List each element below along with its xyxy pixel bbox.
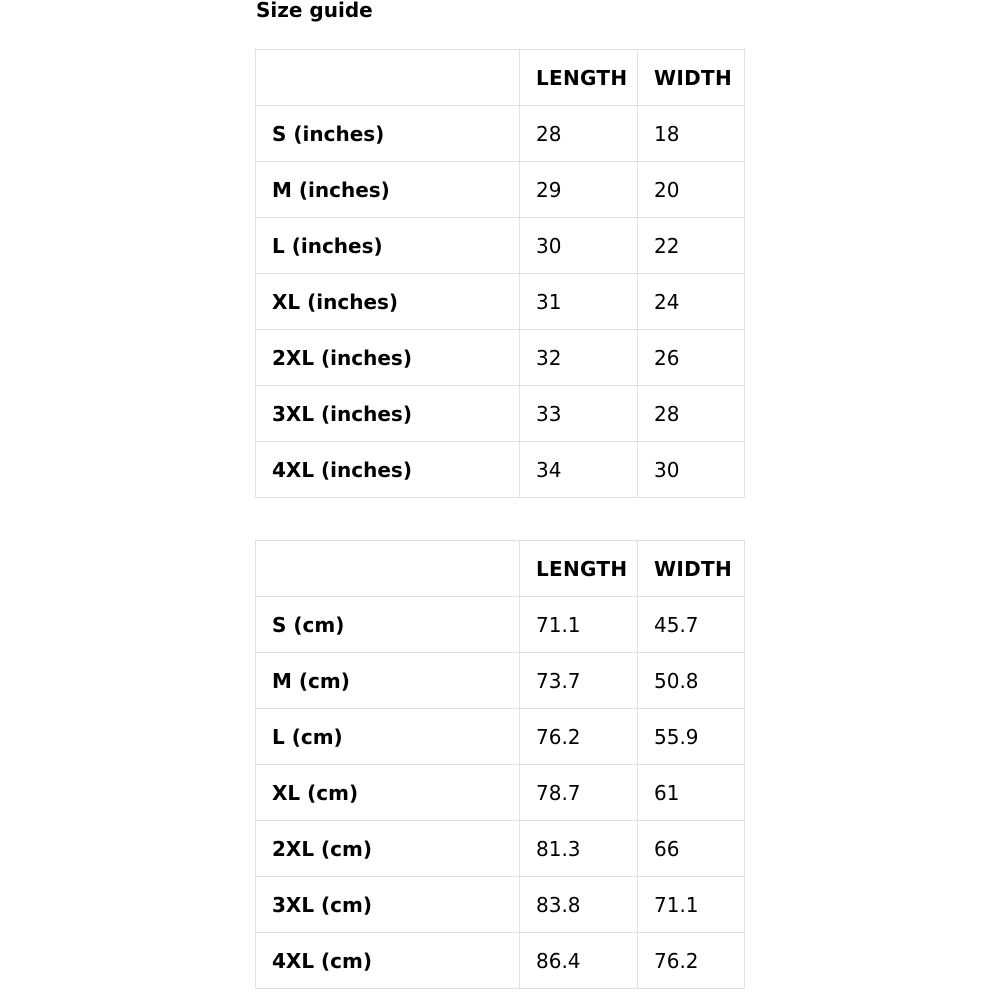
table-row bbox=[256, 386, 745, 442]
header-cell-length: LENGTH bbox=[520, 541, 638, 597]
width-cell: 45.7 bbox=[638, 597, 745, 653]
table-row bbox=[256, 442, 745, 498]
length-cell: 30 bbox=[520, 218, 638, 274]
size-label-cell: M (cm) bbox=[256, 653, 520, 709]
length-cell: 86.4 bbox=[520, 933, 638, 989]
size-label-cell: 4XL (cm) bbox=[256, 933, 520, 989]
length-cell: 78.7 bbox=[520, 765, 638, 821]
table-row bbox=[256, 765, 745, 821]
size-label-cell: XL (inches) bbox=[256, 274, 520, 330]
size-label-cell: S (inches) bbox=[256, 106, 520, 162]
table-row bbox=[256, 933, 745, 989]
header-cell-width: WIDTH bbox=[638, 50, 745, 106]
length-cell: 81.3 bbox=[520, 821, 638, 877]
size-label-cell: S (cm) bbox=[256, 597, 520, 653]
table-header-row bbox=[256, 50, 745, 106]
header-cell-empty bbox=[256, 541, 520, 597]
table-header-row bbox=[256, 541, 745, 597]
size-label-cell: 2XL (cm) bbox=[256, 821, 520, 877]
length-cell: 34 bbox=[520, 442, 638, 498]
length-cell: 83.8 bbox=[520, 877, 638, 933]
table-row bbox=[256, 597, 745, 653]
width-cell: 18 bbox=[638, 106, 745, 162]
length-cell: 76.2 bbox=[520, 709, 638, 765]
table-row bbox=[256, 218, 745, 274]
width-cell: 26 bbox=[638, 330, 745, 386]
length-cell: 33 bbox=[520, 386, 638, 442]
length-cell: 71.1 bbox=[520, 597, 638, 653]
header-cell-width: WIDTH bbox=[638, 541, 745, 597]
header-cell-empty bbox=[256, 50, 520, 106]
width-cell: 61 bbox=[638, 765, 745, 821]
width-cell: 24 bbox=[638, 274, 745, 330]
length-cell: 32 bbox=[520, 330, 638, 386]
size-label-cell: L (inches) bbox=[256, 218, 520, 274]
width-cell: 76.2 bbox=[638, 933, 745, 989]
size-label-cell: 4XL (inches) bbox=[256, 442, 520, 498]
table-row bbox=[256, 162, 745, 218]
table-row bbox=[256, 106, 745, 162]
table-row bbox=[256, 821, 745, 877]
width-cell: 71.1 bbox=[638, 877, 745, 933]
page-title: Size guide bbox=[256, 0, 373, 22]
size-table-cm bbox=[255, 540, 745, 989]
length-cell: 73.7 bbox=[520, 653, 638, 709]
width-cell: 28 bbox=[638, 386, 745, 442]
table-row bbox=[256, 653, 745, 709]
header-cell-length: LENGTH bbox=[520, 50, 638, 106]
length-cell: 29 bbox=[520, 162, 638, 218]
width-cell: 30 bbox=[638, 442, 745, 498]
size-label-cell: M (inches) bbox=[256, 162, 520, 218]
table-row bbox=[256, 709, 745, 765]
length-cell: 31 bbox=[520, 274, 638, 330]
table-row bbox=[256, 877, 745, 933]
size-label-cell: XL (cm) bbox=[256, 765, 520, 821]
size-table-inches bbox=[255, 49, 745, 498]
width-cell: 55.9 bbox=[638, 709, 745, 765]
table-row bbox=[256, 274, 745, 330]
size-label-cell: L (cm) bbox=[256, 709, 520, 765]
size-label-cell: 2XL (inches) bbox=[256, 330, 520, 386]
length-cell: 28 bbox=[520, 106, 638, 162]
width-cell: 66 bbox=[638, 821, 745, 877]
size-label-cell: 3XL (cm) bbox=[256, 877, 520, 933]
width-cell: 50.8 bbox=[638, 653, 745, 709]
width-cell: 20 bbox=[638, 162, 745, 218]
size-label-cell: 3XL (inches) bbox=[256, 386, 520, 442]
width-cell: 22 bbox=[638, 218, 745, 274]
table-row bbox=[256, 330, 745, 386]
